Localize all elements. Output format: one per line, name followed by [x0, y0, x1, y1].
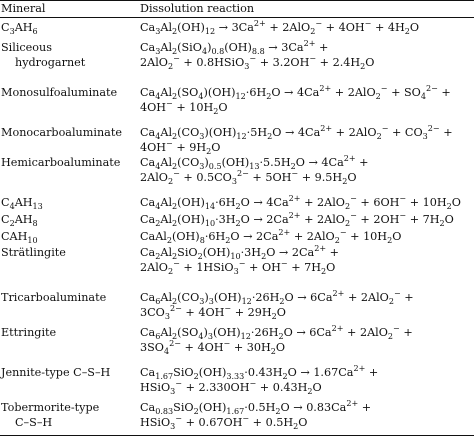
dissolution-reaction [140, 155, 472, 185]
mineral-name: Monocarboaluminate [1, 126, 122, 139]
reaction-line: $3CO_3^{2-} + 4OH^- + 29H_2O$ [140, 304, 286, 321]
reaction-line: $Ca_{1.67}SiO_2(OH)_{3.33}\cdot 0.43H_2O \to 1.67Ca^{2+}$ + [140, 364, 379, 381]
reaction-line: $Ca_3Al_2(OH)_{12} \to 3Ca^{2+} + 2AlO_2^- + 4OH^- + 4H_2O$ [140, 19, 420, 36]
reaction-line: $Ca_4Al_2(SO_4)(OH)_{12}\cdot 6H_2O \to 4Ca^{2+} + 2AlO_2^- + SO_4^{2-}$ + [140, 84, 451, 101]
mineral-name: $C_2AH_8$ [1, 213, 38, 228]
table-bottom-rule [0, 435, 474, 436]
reaction-line: HSiO$_3$− + $2.330OH^- + 0.43H_2O$ [140, 379, 322, 396]
mineral-name: Monosulfoaluminate [1, 86, 118, 99]
mineral-name-line: hydrogarnet [15, 56, 86, 69]
reaction-line: $2AlO_2^- + 0.5CO_3^{2-} + 5OH^- + 9.5H_2O$ [140, 169, 357, 186]
dissolution-reaction [140, 212, 472, 227]
dissolution-reaction [140, 325, 472, 355]
reaction-line: $3SO_4^{2-} + 4OH^- + 30H_2O$ [140, 339, 286, 356]
dissolution-reaction [140, 245, 472, 275]
column-header-reaction: Dissolution reaction [140, 2, 255, 15]
mineral-name-line: Tobermorite-type [1, 401, 100, 414]
mineral-name [1, 400, 99, 430]
reaction-line: 2AlO$_2$− + 0.8HSiO$_3$− + $3.2OH^- + 2.4H_2O$ [140, 54, 375, 71]
reaction-line: $Ca_4Al_2(CO_3)(OH)_{12}\cdot 5H_2O \to 4Ca^{2+} + 2AlO_2^- + CO_3^{2-}$ + [140, 124, 453, 141]
reaction-line: HSiO$_3$− + $0.67OH^- + 0.5H_2O$ [140, 414, 308, 431]
dissolution-reaction [140, 40, 472, 70]
mineral-name: $C_4AH_{13}$ [1, 196, 43, 211]
reaction-line: $Ca_2Al_2SiO_2(OH)_{10}\cdot 3H_2O \to 2Ca^{2+}$ + [140, 244, 340, 261]
mineral-name: Hemicarboaluminate [1, 156, 121, 169]
mineral-name: $C_3AH_6$ [1, 21, 38, 36]
mineral-name [1, 40, 85, 70]
reaction-line: $Ca_6Al_2(SO_4)_3(OH)_{12}\cdot 26H_2O \to 6Ca^{2+} + 2AlO_2^-$ + [140, 324, 413, 341]
reaction-line: $Ca_6Al_2(CO_3)_3(OH)_{12}\cdot 26H_2O \to 6Ca^{2+} + 2AlO_2^-$ + [140, 289, 414, 306]
reaction-line: $4OH^- + 9H_2O$ [140, 139, 221, 156]
reaction-line: 2AlO$_2$− + 1HSiO$_3$− + $OH^- + 7H_2O$ [140, 259, 336, 276]
dissolution-reaction [140, 85, 472, 115]
column-header-mineral: Mineral [1, 2, 46, 15]
mineral-name: Ettringite [1, 326, 57, 339]
reaction-line: $Ca_2Al_2(OH)_{10}\cdot 3H_2O \to 2Ca^{2+} + 2AlO_2^- + 2OH^- + 7H_2O$ [140, 211, 454, 228]
mineral-name: Tricarboaluminate [1, 291, 107, 304]
reaction-line: $CaAl_2(OH)_8\cdot 6H_2O \to 2Ca^{2+} + 2AlO_2^- + 10H_2O$ [140, 228, 402, 245]
dissolution-reaction [140, 400, 472, 430]
reaction-line: $4OH^- + 10H_2O$ [140, 99, 228, 116]
dissolution-reaction [140, 365, 472, 395]
reaction-line: $Ca_3Al_2(SiO_4)_{0.8}(OH)_{8.8} \to 3Ca^{2+}$ + [140, 39, 329, 56]
mineral-name: Jennite-type C–S–H [1, 366, 111, 379]
mineral-name-line: C–S–H [15, 416, 53, 429]
dissolution-reaction [140, 125, 472, 155]
header-rule [0, 17, 474, 18]
dissolution-reaction [140, 290, 472, 320]
dissolution-reaction [140, 195, 472, 210]
dissolution-reaction [140, 229, 472, 244]
reaction-line: $Ca_4Al_2(OH)_{14}\cdot 6H_2O \to 4Ca^{2+} + 2AlO_2^- + 6OH^- + 10H_2O$ [140, 194, 461, 211]
reaction-line: $Ca_4Al_2(CO_3)_{0.5}(OH)_{13}\cdot 5.5H_2O \to 4Ca^{2+}$ + [140, 154, 369, 171]
mineral-name-line: Siliceous [1, 41, 52, 54]
mineral-name: $CAH_{10}$ [1, 230, 38, 245]
mineral-name: Strätlingite [1, 246, 66, 259]
reaction-line: $Ca_{0.83}SiO_2(OH)_{1.67}\cdot 0.5H_2O \to 0.83Ca^{2+}$ + [140, 399, 372, 416]
dissolution-reaction [140, 20, 472, 35]
